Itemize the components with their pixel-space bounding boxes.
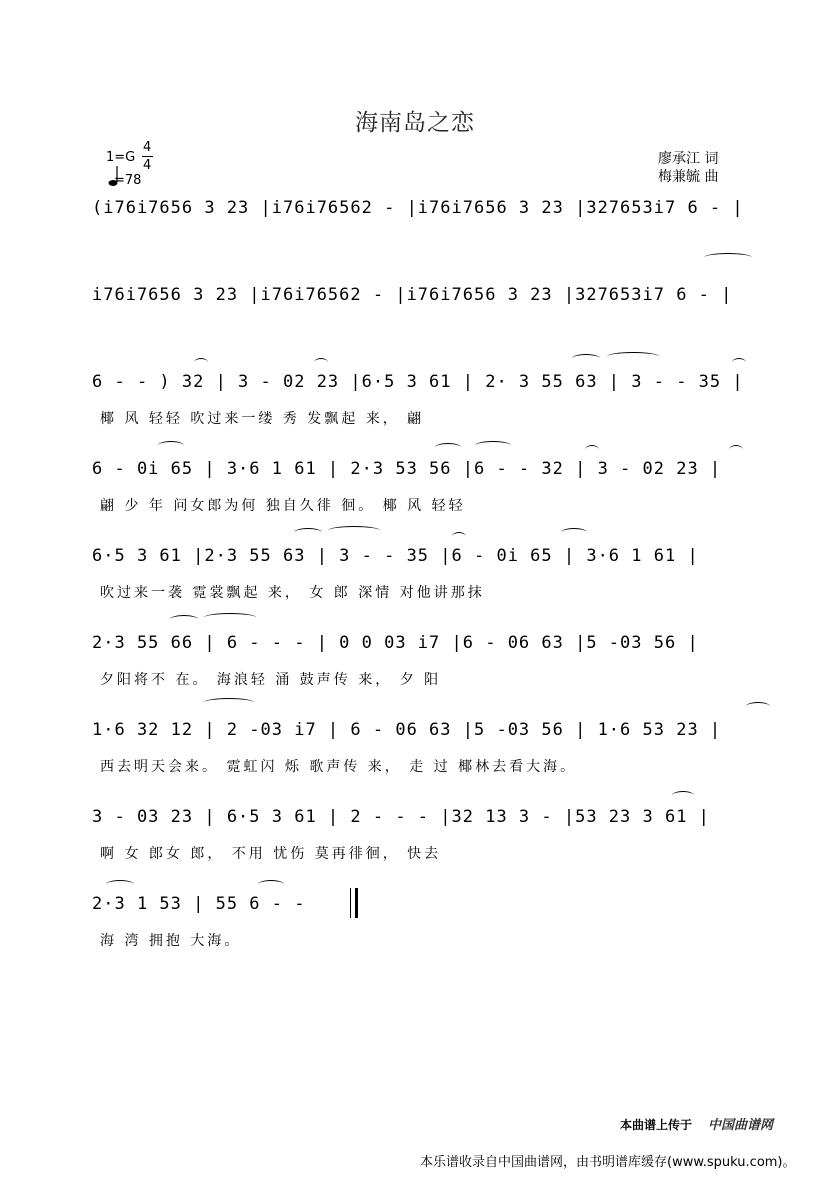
slur xyxy=(672,791,694,800)
notation-line: 6 - - ) 32 | 3 - 02 23 |6·5 3 61 | 2· 3 55 63 | 3 - - 35 | xyxy=(92,372,744,392)
score-line-3 xyxy=(92,372,772,402)
score-line-9 xyxy=(92,894,392,924)
slur xyxy=(106,880,134,889)
slur xyxy=(194,358,208,367)
upload-credit: 本曲谱上传于 xyxy=(620,1118,693,1132)
notation-line: (i76i7656 3 23 |i76i76562 - |i76i7656 3 23 |327653i7 6 - | xyxy=(92,198,744,218)
score-line-8 xyxy=(92,807,772,837)
slur xyxy=(158,441,184,450)
notation-line: 2·3 1 53 | 55 6 - - xyxy=(92,894,306,914)
lyric-line: 西去明天会来。 霓虹闪 烁 歌声传 来， 走 过 椰林去看大海。 xyxy=(100,759,578,775)
slur xyxy=(435,443,461,452)
notation-line: 2·3 55 66 | 6 - - - | 0 0 03 i7 |6 - 06 63 |5 -03 56 | xyxy=(92,633,699,653)
page-title: 海南岛之恋 xyxy=(355,110,475,136)
lyric-line: 翩 少 年 问女郎为何 独自久徘 徊。 椰 风 轻轻 xyxy=(100,498,466,514)
slur xyxy=(607,352,659,361)
lyric-line: 海 湾 拥抱 大海。 xyxy=(100,933,242,949)
slur xyxy=(294,528,322,537)
slur xyxy=(561,528,587,537)
key-signature: 1=G xyxy=(106,150,136,165)
tempo-marking: =78 xyxy=(114,173,142,188)
notation-line: 3 - 03 23 | 6·5 3 61 | 2 - - - |32 13 3 - |53 23 3 61 | xyxy=(92,807,710,827)
score-line-4 xyxy=(92,459,772,489)
score-line-1 xyxy=(92,198,772,228)
source-note: 本乐谱收录自中国曲谱网，由书明谱库缓存(www.spuku.com)。 xyxy=(420,1155,796,1170)
lyric-line: 吹过来一袭 霓裳飘起 来， 女 郎 深情 对他讲那抹 xyxy=(100,585,485,601)
notation-line: 6 - 0i 65 | 3·6 1 61 | 2·3 53 56 |6 - - 32 | 3 - 02 23 | xyxy=(92,459,722,479)
slur xyxy=(328,526,380,535)
slur xyxy=(170,615,198,624)
lyric-line: 夕阳将不 在。 海浪轻 涌 鼓声传 来， 夕 阳 xyxy=(100,672,442,688)
slur xyxy=(314,358,328,367)
meter-divider xyxy=(142,156,153,157)
slur xyxy=(204,613,256,622)
meter-denominator: 4 xyxy=(143,158,152,173)
slur xyxy=(452,532,466,541)
notation-line: i76i7656 3 23 |i76i76562 - |i76i7656 3 23 |327653i7 6 - | xyxy=(92,285,733,305)
slur xyxy=(204,698,254,707)
score-line-6 xyxy=(92,633,772,663)
score-line-2 xyxy=(92,285,772,315)
final-barline xyxy=(350,888,358,918)
composer-credit: 梅兼毓 曲 xyxy=(658,169,719,185)
notation-line: 1·6 32 12 | 2 -03 i7 | 6 - 06 63 |5 -03 56 | 1·6 53 23 | xyxy=(92,720,722,740)
lyric-line: 啊 女 郎女 郎， 不用 忧伤 莫再徘徊， 快去 xyxy=(100,846,442,862)
score-line-7 xyxy=(92,720,772,750)
site-logo[interactable]: 中国曲谱网 xyxy=(708,1118,774,1133)
slur xyxy=(746,702,770,711)
slur xyxy=(572,354,600,363)
lyricist-credit: 廖承江 词 xyxy=(658,151,719,167)
lyric-line: 椰 风 轻轻 吹过来一缕 秀 发飘起 来， 翩 xyxy=(100,411,425,427)
slur xyxy=(258,880,284,889)
slur xyxy=(704,253,752,262)
slur xyxy=(585,445,599,454)
slur xyxy=(729,445,743,454)
score-line-5 xyxy=(92,546,772,576)
slur xyxy=(475,441,511,450)
notation-line: 6·5 3 61 |2·3 55 63 | 3 - - 35 |6 - 0i 65 | 3·6 1 61 | xyxy=(92,546,699,566)
meter-numerator: 4 xyxy=(143,140,152,155)
slur xyxy=(732,358,746,367)
